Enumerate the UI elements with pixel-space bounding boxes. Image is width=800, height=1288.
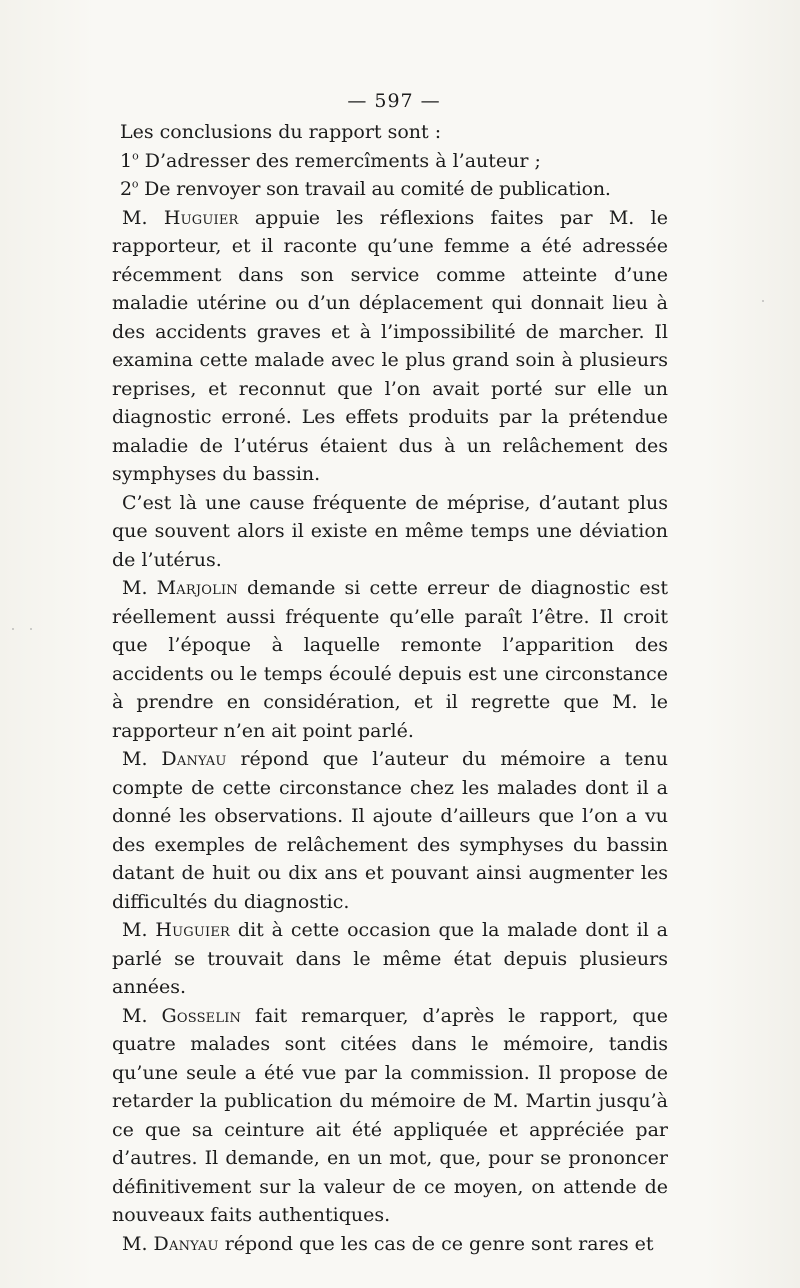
speaker-name: Huguier — [155, 919, 231, 941]
list-number: 2 — [120, 178, 132, 200]
paragraph-text: appuie les réflexions faites par M. le rapporteur, et il raconte qu’une femme a été adressée récemment dans son service comme atteinte d’une maladie utérine ou d’un déplacement qui donnait lieu à des accidents graves et à l’impossibilité de marcher. Il examina cette malade avec le plus grand soin à plusieurs reprises, et reconnut que l’on avait porté sur elle un diagnostic erroné. Les effets produits par la prétendue maladie de l’utérus étaient dus à un relâchement des symphyses du bassin. — [112, 206, 668, 485]
paragraph-text: De renvoyer son travail au comité de publication. — [138, 178, 611, 200]
paragraph-text: Les conclusions du rapport sont : — [120, 121, 442, 143]
ordinal-superscript: o — [131, 177, 139, 191]
speaker-prefix: M. — [122, 919, 156, 941]
speaker-prefix: M. — [122, 1004, 162, 1027]
paragraph-huguier-followup — [112, 916, 668, 1002]
speaker-prefix: M. — [122, 577, 157, 599]
paragraph-conclusion-2 — [112, 175, 668, 204]
paragraph-common-error — [112, 489, 668, 575]
ordinal-superscript: o — [132, 149, 139, 163]
paragraph-text: C’est là une cause fréquente de méprise, d’autant plus que souvent alors il existe en même temps une déviation de l’utérus. — [112, 491, 668, 571]
paragraph-gosselin-remark — [112, 1002, 668, 1230]
paragraph-text: dit à cette occasion que la malade dont il a parlé se trouvait dans le même état depuis plusieurs années. — [112, 919, 668, 998]
paragraph-huguier-remarks — [112, 204, 668, 489]
speaker-name: Marjolin — [156, 577, 238, 599]
paragraph-text: demande si cette erreur de diagnostic est réellement aussi fréquente qu’elle paraît l’être. Il croit que l’époque à laquelle remonte l’apparition des accidents ou le temps écoulé depuis est une circonstance à prendre en considération, et il regrette que M. le rapporteur n’en ait point parlé. — [112, 577, 668, 742]
speaker-name: Huguier — [163, 206, 239, 229]
paragraph-text: répond que les cas de ce genre sont rares et — [218, 1232, 654, 1255]
speaker-name: Danyau — [161, 748, 227, 770]
page-text-block — [112, 84, 668, 1258]
paragraph-text: D’adresser des remercîments à l’auteur ; — [138, 149, 541, 172]
speaker-prefix: M. — [122, 748, 162, 770]
scan-speck — [12, 628, 14, 630]
paragraph-conclusion-1 — [112, 147, 668, 176]
scan-speck — [762, 300, 764, 302]
paragraph-conclusions-intro — [112, 118, 668, 147]
speaker-name: Gosselin — [161, 1004, 242, 1027]
scan-speck — [30, 628, 32, 630]
paragraph-danyau-final — [112, 1230, 668, 1259]
speaker-name: Danyau — [153, 1232, 219, 1255]
list-number: 1 — [120, 149, 133, 172]
paragraph-danyau-response — [112, 745, 668, 916]
paragraph-text: répond que l’auteur du mémoire a tenu compte de cette circonstance chez les malades dont il a donné les observations. Il ajoute d’ailleurs que l’on a vu des exemples de relâchement des symphyses du bassin datant de huit ou dix ans et pouvant ainsi augmenter les difficultés du diagnostic. — [112, 748, 668, 913]
paragraph-marjolin-question — [112, 574, 668, 745]
speaker-prefix: M. — [122, 206, 164, 229]
paragraph-text: fait remarquer, d’après le rapport, que quatre malades sont citées dans le mémoire, tandis qu’une seule a été vue par la commission. Il propose de retarder la publication du mémoire de M. Martin jusqu’à ce que sa ceinture ait été appliquée et appréciée par d’autres. Il demande, en un mot, que, pour se prononcer définitivement sur la valeur de ce moyen, on attende de nouveaux faits authentiques. — [112, 1004, 668, 1226]
page-number: — 597 — — [347, 90, 441, 112]
speaker-prefix: M. — [122, 1232, 154, 1255]
